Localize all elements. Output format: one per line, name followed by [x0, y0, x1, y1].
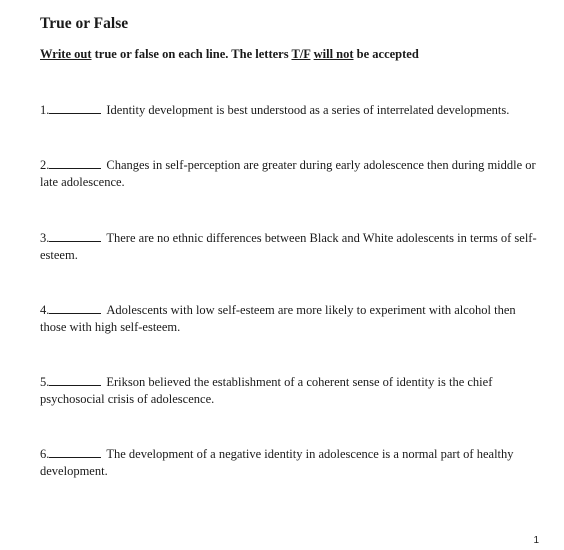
question-text: Adolescents with low self-esteem are more likely to experiment with alcohol then those with high self-esteem. — [40, 303, 516, 334]
question-1 — [40, 102, 540, 119]
question-text: The development of a negative identity in adolescence is a normal part of healthy development. — [40, 447, 514, 478]
page-number: 1 — [533, 535, 539, 546]
answer-blank[interactable] — [49, 157, 101, 169]
instructions-text-2: be accepted — [353, 47, 419, 61]
question-2 — [40, 157, 540, 191]
question-number: 6. — [40, 447, 50, 461]
question-number: 1. — [40, 103, 50, 117]
instructions — [40, 47, 419, 62]
answer-blank[interactable] — [49, 446, 101, 458]
question-5 — [40, 374, 540, 408]
question-3 — [40, 230, 540, 264]
question-6 — [40, 446, 540, 480]
question-text: Changes in self-perception are greater during early adolescence then during middle or late adolescence. — [40, 158, 536, 189]
answer-blank[interactable] — [49, 374, 101, 386]
instructions-text-1: true or false on each line. The letters — [91, 47, 292, 61]
question-text: Erikson believed the establishment of a coherent sense of identity is the chief psychosocial crisis of adolescence. — [40, 375, 493, 406]
question-4 — [40, 302, 540, 336]
instructions-will-not: will not — [313, 47, 354, 61]
answer-blank[interactable] — [49, 230, 101, 242]
instructions-tf: T/F — [291, 47, 311, 61]
question-number: 2. — [40, 158, 50, 172]
page-title: True or False — [40, 15, 129, 32]
question-number: 5. — [40, 375, 50, 389]
question-text: Identity development is best understood as a series of interrelated developments. — [106, 103, 510, 117]
question-number: 4. — [40, 303, 50, 317]
answer-blank[interactable] — [49, 302, 101, 314]
question-text: There are no ethnic differences between Black and White adolescents in terms of self-esteem. — [40, 231, 537, 262]
instructions-write-out: Write out — [40, 47, 92, 61]
question-number: 3. — [40, 231, 50, 245]
answer-blank[interactable] — [49, 102, 101, 114]
